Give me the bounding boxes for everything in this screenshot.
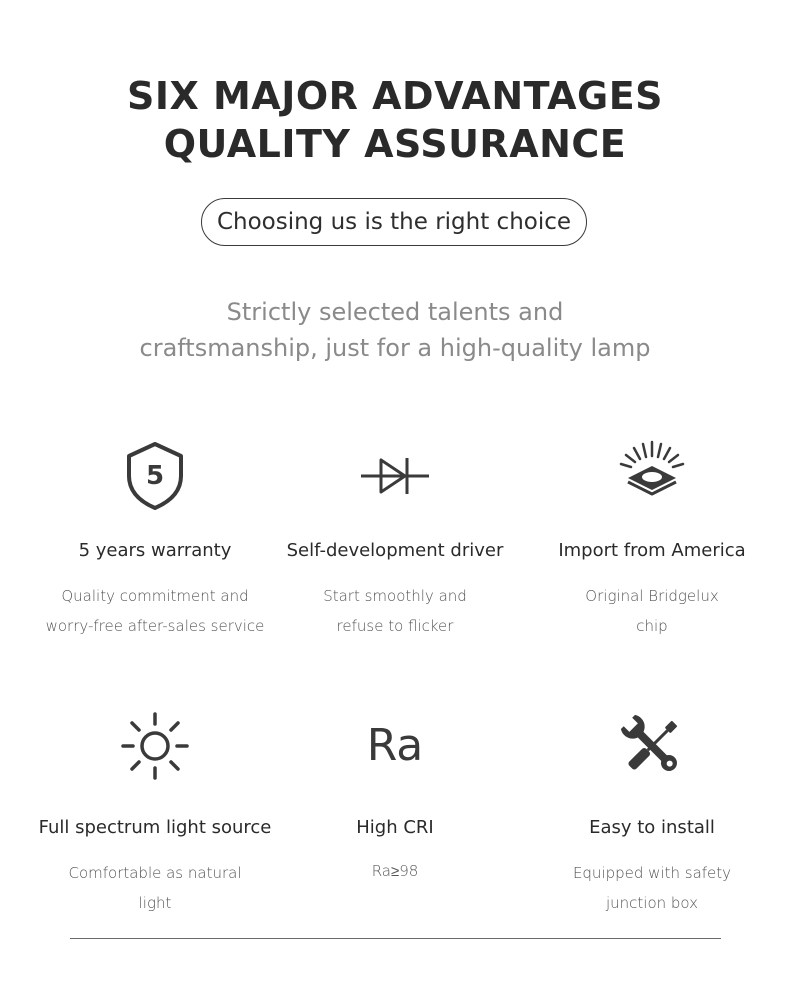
page-title-line-1: SIX MAJOR ADVANTAGES [126,74,664,118]
sun-icon [115,706,195,786]
feature-title: Self-development driver [286,540,504,561]
feature-title: High CRI [356,817,434,838]
feature-desc-line-1: Start smoothly and [323,587,467,605]
feature-desc-line-2: junction box [605,894,699,912]
ra-text-icon: Ra [366,720,424,771]
feature-desc-line-2: worry-free after-sales service [45,617,265,635]
feature-title: 5 years warranty [78,540,232,561]
feature-title: Full spectrum light source [38,817,272,838]
feature-desc-line-1: Original Bridgelux [585,587,719,605]
led-chip-icon [612,430,692,510]
tools-icon [612,706,692,786]
feature-desc-line-2: refuse to flicker [336,617,454,635]
subtitle-line-2: craftsmanship, just for a high-quality lamp [139,334,651,362]
subtitle-line-1: Strictly selected talents and [226,298,564,326]
feature-desc-line-1: Equipped with safety [572,864,732,882]
tagline-text: Choosing us is the right choice [216,209,572,235]
feature-desc-line-1: Quality commitment and [61,587,249,605]
feature-desc-line-1: Comfortable as natural [68,864,242,882]
feature-desc-line-2: light [138,894,172,912]
feature-desc-line-2: chip [636,617,668,635]
tagline-pill [201,198,587,246]
feature-desc-line-1: Ra≥98 [371,862,419,880]
bottom-divider [70,938,721,939]
feature-title: Easy to install [589,817,715,838]
page-title-line-2: QUALITY ASSURANCE [163,122,627,166]
shield-number: 5 [145,461,165,491]
diode-icon [355,436,435,516]
shield-5-icon [115,436,195,516]
feature-title: Import from America [558,540,746,561]
